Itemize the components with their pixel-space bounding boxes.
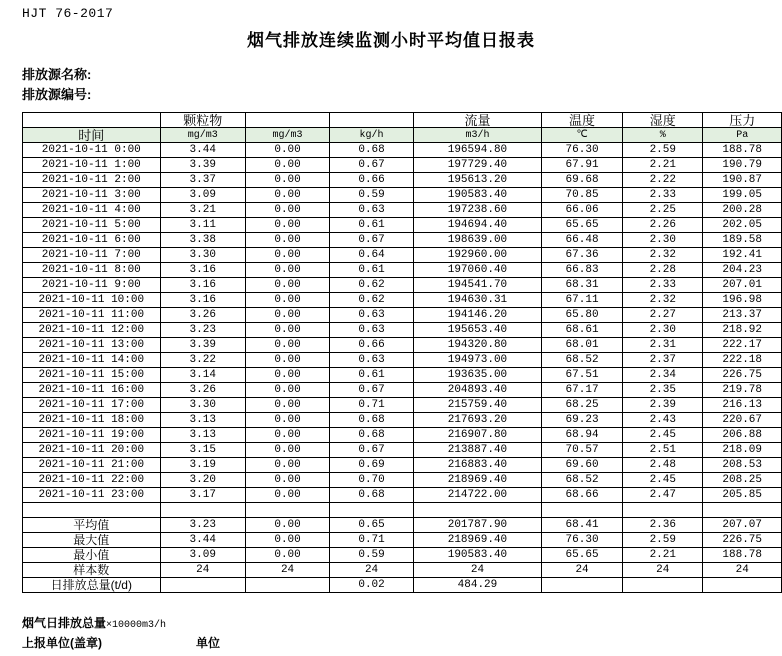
cell-time: 2021-10-11 2:00 — [23, 173, 161, 188]
cell-temperature: 68.25 — [541, 398, 622, 413]
cell-humidity: 2.27 — [623, 308, 703, 323]
cell-temperature: 68.52 — [541, 473, 622, 488]
table-row — [23, 158, 782, 173]
cell-flow: 190583.40 — [413, 188, 541, 203]
unit-cell-flow: m3/h — [413, 128, 541, 143]
cell-particulate: 3.37 — [160, 173, 245, 188]
cell-humidity: 2.59 — [623, 143, 703, 158]
cell-flow: 197060.40 — [413, 263, 541, 278]
cell-flow: 217693.20 — [413, 413, 541, 428]
cell-humidity: 2.35 — [623, 383, 703, 398]
cell-time: 2021-10-11 4:00 — [23, 203, 161, 218]
cell-flow: 194973.00 — [413, 353, 541, 368]
stat-cell-humidity: 2.59 — [623, 533, 703, 548]
cell-flow: 215759.40 — [413, 398, 541, 413]
table-row — [23, 203, 782, 218]
cell-pressure: 190.79 — [703, 158, 782, 173]
stats-row-sample-count — [23, 563, 782, 578]
cell-temperature: 68.61 — [541, 323, 622, 338]
cell-temperature: 69.23 — [541, 413, 622, 428]
cell-col2: 0.00 — [245, 203, 329, 218]
stat-cell-flow: 218969.40 — [413, 533, 541, 548]
cell-humidity: 2.33 — [623, 278, 703, 293]
cell-pressure: 205.85 — [703, 488, 782, 503]
cell-time: 2021-10-11 14:00 — [23, 353, 161, 368]
unit-cell-temperature: ℃ — [541, 128, 622, 143]
cell-time: 2021-10-11 5:00 — [23, 218, 161, 233]
header-cell-flow: 流量 — [413, 113, 541, 128]
cell-pressure: 216.13 — [703, 398, 782, 413]
cell-time: 2021-10-11 3:00 — [23, 188, 161, 203]
cell-humidity: 2.37 — [623, 353, 703, 368]
cell-col3: 0.66 — [330, 173, 414, 188]
cell-col3: 0.68 — [330, 413, 414, 428]
table-spacer-row — [23, 503, 782, 518]
stat-cell-humidity: 2.21 — [623, 548, 703, 563]
cell-humidity: 2.30 — [623, 233, 703, 248]
unit-cell-col3: kg/h — [330, 128, 414, 143]
table-header-row — [23, 113, 782, 128]
cell-temperature: 65.65 — [541, 218, 622, 233]
spacer-cell — [703, 503, 782, 518]
stat-cell-pressure — [703, 578, 782, 593]
cell-particulate: 3.26 — [160, 383, 245, 398]
report-unit-label: 上报单位(盖章) — [22, 636, 102, 650]
stat-cell-temperature: 24 — [541, 563, 622, 578]
cell-particulate: 3.30 — [160, 248, 245, 263]
spacer-cell — [541, 503, 622, 518]
cell-pressure: 220.67 — [703, 413, 782, 428]
cell-time: 2021-10-11 11:00 — [23, 308, 161, 323]
cell-temperature: 69.60 — [541, 458, 622, 473]
cell-col2: 0.00 — [245, 188, 329, 203]
header-cell-particulate: 颗粒物 — [160, 113, 245, 128]
cell-temperature: 68.31 — [541, 278, 622, 293]
table-row — [23, 248, 782, 263]
cell-temperature: 68.66 — [541, 488, 622, 503]
cell-time: 2021-10-11 10:00 — [23, 293, 161, 308]
cell-humidity: 2.32 — [623, 293, 703, 308]
table-row — [23, 428, 782, 443]
cell-pressure: 208.53 — [703, 458, 782, 473]
cell-col3: 0.69 — [330, 458, 414, 473]
cell-particulate: 3.39 — [160, 158, 245, 173]
source-name-label: 排放源名称: — [22, 67, 92, 82]
cell-temperature: 76.30 — [541, 143, 622, 158]
stat-label-minimum: 最小值 — [23, 548, 161, 563]
cell-temperature: 70.57 — [541, 443, 622, 458]
cell-flow: 197729.40 — [413, 158, 541, 173]
stats-row-minimum — [23, 548, 782, 563]
cell-humidity: 2.25 — [623, 203, 703, 218]
table-row — [23, 338, 782, 353]
cell-col2: 0.00 — [245, 398, 329, 413]
cell-humidity: 2.45 — [623, 473, 703, 488]
stat-cell-col2: 24 — [245, 563, 329, 578]
daily-total-footer — [22, 614, 166, 631]
cell-time: 2021-10-11 6:00 — [23, 233, 161, 248]
cell-time: 2021-10-11 0:00 — [23, 143, 161, 158]
cell-flow: 213887.40 — [413, 443, 541, 458]
cell-pressure: 204.23 — [703, 263, 782, 278]
cell-col2: 0.00 — [245, 323, 329, 338]
cell-time: 2021-10-11 23:00 — [23, 488, 161, 503]
cell-particulate: 3.22 — [160, 353, 245, 368]
cell-col3: 0.61 — [330, 263, 414, 278]
cell-col3: 0.62 — [330, 293, 414, 308]
table-unit-row — [23, 128, 782, 143]
cell-col2: 0.00 — [245, 143, 329, 158]
cell-time: 2021-10-11 22:00 — [23, 473, 161, 488]
table-row — [23, 173, 782, 188]
table-row — [23, 353, 782, 368]
cell-temperature: 67.91 — [541, 158, 622, 173]
cell-time: 2021-10-11 12:00 — [23, 323, 161, 338]
table-body — [23, 113, 782, 593]
cell-humidity: 2.22 — [623, 173, 703, 188]
stat-cell-particulate: 3.44 — [160, 533, 245, 548]
cell-col2: 0.00 — [245, 443, 329, 458]
cell-pressure: 199.05 — [703, 188, 782, 203]
cell-temperature: 67.17 — [541, 383, 622, 398]
cell-col2: 0.00 — [245, 488, 329, 503]
cell-particulate: 3.13 — [160, 428, 245, 443]
stat-cell-col2: 0.00 — [245, 548, 329, 563]
cell-col3: 0.70 — [330, 473, 414, 488]
table-row — [23, 308, 782, 323]
cell-flow: 198639.00 — [413, 233, 541, 248]
stat-cell-humidity: 2.36 — [623, 518, 703, 533]
cell-col2: 0.00 — [245, 308, 329, 323]
stat-cell-temperature — [541, 578, 622, 593]
stat-cell-col2 — [245, 578, 329, 593]
spacer-cell — [245, 503, 329, 518]
table-row — [23, 473, 782, 488]
cell-particulate: 3.17 — [160, 488, 245, 503]
stat-cell-particulate — [160, 578, 245, 593]
cell-temperature: 69.68 — [541, 173, 622, 188]
header-cell-temperature: 温度 — [541, 113, 622, 128]
cell-flow: 193635.00 — [413, 368, 541, 383]
unit-cell-col2: mg/m3 — [245, 128, 329, 143]
stat-cell-flow: 24 — [413, 563, 541, 578]
cell-humidity: 2.26 — [623, 218, 703, 233]
cell-col3: 0.61 — [330, 368, 414, 383]
table-row — [23, 458, 782, 473]
cell-temperature: 66.48 — [541, 233, 622, 248]
cell-temperature: 68.94 — [541, 428, 622, 443]
table-row — [23, 233, 782, 248]
unit-cell-particulate: mg/m3 — [160, 128, 245, 143]
cell-pressure: 208.25 — [703, 473, 782, 488]
stats-row-maximum — [23, 533, 782, 548]
stat-label-maximum: 最大值 — [23, 533, 161, 548]
cell-particulate: 3.23 — [160, 323, 245, 338]
cell-col2: 0.00 — [245, 473, 329, 488]
cell-col3: 0.64 — [330, 248, 414, 263]
cell-temperature: 67.11 — [541, 293, 622, 308]
cell-col3: 0.71 — [330, 398, 414, 413]
spacer-cell — [623, 503, 703, 518]
page-title: 烟气排放连续监测小时平均值日报表 — [247, 31, 535, 50]
cell-pressure: 202.05 — [703, 218, 782, 233]
stat-cell-col3: 24 — [330, 563, 414, 578]
cell-humidity: 2.33 — [623, 188, 703, 203]
stats-row-average — [23, 518, 782, 533]
stat-label-sample-count: 样本数 — [23, 563, 161, 578]
cell-temperature: 66.06 — [541, 203, 622, 218]
cell-particulate: 3.44 — [160, 143, 245, 158]
cell-col2: 0.00 — [245, 158, 329, 173]
cell-col3: 0.67 — [330, 383, 414, 398]
cell-flow: 194320.80 — [413, 338, 541, 353]
stat-cell-humidity: 24 — [623, 563, 703, 578]
emission-data-table — [22, 112, 782, 593]
cell-col2: 0.00 — [245, 368, 329, 383]
cell-humidity: 2.51 — [623, 443, 703, 458]
cell-flow: 194630.31 — [413, 293, 541, 308]
cell-particulate: 3.16 — [160, 278, 245, 293]
cell-temperature: 68.01 — [541, 338, 622, 353]
cell-flow: 216907.80 — [413, 428, 541, 443]
table-row — [23, 413, 782, 428]
cell-flow: 195653.40 — [413, 323, 541, 338]
spacer-cell — [160, 503, 245, 518]
cell-pressure: 226.75 — [703, 368, 782, 383]
cell-flow: 216883.40 — [413, 458, 541, 473]
cell-humidity: 2.39 — [623, 398, 703, 413]
cell-col2: 0.00 — [245, 233, 329, 248]
stat-cell-col2: 0.00 — [245, 533, 329, 548]
stat-cell-temperature: 65.65 — [541, 548, 622, 563]
cell-flow: 204893.40 — [413, 383, 541, 398]
header-cell-time — [23, 113, 161, 128]
cell-particulate: 3.19 — [160, 458, 245, 473]
stat-cell-pressure: 226.75 — [703, 533, 782, 548]
table-row — [23, 293, 782, 308]
cell-pressure: 206.88 — [703, 428, 782, 443]
cell-humidity: 2.48 — [623, 458, 703, 473]
stat-label-average: 平均值 — [23, 518, 161, 533]
cell-col3: 0.59 — [330, 188, 414, 203]
cell-pressure: 188.78 — [703, 143, 782, 158]
stat-cell-flow: 201787.90 — [413, 518, 541, 533]
cell-pressure: 218.09 — [703, 443, 782, 458]
stat-cell-particulate: 3.23 — [160, 518, 245, 533]
cell-flow: 194146.20 — [413, 308, 541, 323]
cell-particulate: 3.21 — [160, 203, 245, 218]
cell-col3: 0.68 — [330, 488, 414, 503]
cell-col3: 0.68 — [330, 143, 414, 158]
cell-col3: 0.66 — [330, 338, 414, 353]
cell-pressure: 218.92 — [703, 323, 782, 338]
cell-time: 2021-10-11 9:00 — [23, 278, 161, 293]
table-row — [23, 218, 782, 233]
stat-cell-col2: 0.00 — [245, 518, 329, 533]
cell-humidity: 2.31 — [623, 338, 703, 353]
daily-total-label: 烟气日排放总量 — [22, 616, 107, 630]
cell-particulate: 3.16 — [160, 293, 245, 308]
cell-pressure: 219.78 — [703, 383, 782, 398]
cell-flow: 192960.00 — [413, 248, 541, 263]
cell-pressure: 200.28 — [703, 203, 782, 218]
cell-pressure: 189.58 — [703, 233, 782, 248]
unit-cell-pressure: Pa — [703, 128, 782, 143]
header-cell-blank-1 — [245, 113, 329, 128]
cell-temperature: 70.85 — [541, 188, 622, 203]
stats-row-daily-total — [23, 578, 782, 593]
cell-col2: 0.00 — [245, 458, 329, 473]
cell-time: 2021-10-11 7:00 — [23, 248, 161, 263]
spacer-cell — [330, 503, 414, 518]
table-row — [23, 383, 782, 398]
cell-time: 2021-10-11 8:00 — [23, 263, 161, 278]
cell-col3: 0.63 — [330, 353, 414, 368]
cell-flow: 194541.70 — [413, 278, 541, 293]
cell-particulate: 3.30 — [160, 398, 245, 413]
cell-particulate: 3.38 — [160, 233, 245, 248]
cell-humidity: 2.21 — [623, 158, 703, 173]
cell-pressure: 222.17 — [703, 338, 782, 353]
stat-cell-col3: 0.59 — [330, 548, 414, 563]
cell-particulate: 3.15 — [160, 443, 245, 458]
cell-col3: 0.67 — [330, 443, 414, 458]
header-cell-humidity: 湿度 — [623, 113, 703, 128]
cell-humidity: 2.47 — [623, 488, 703, 503]
cell-humidity: 2.45 — [623, 428, 703, 443]
cell-flow: 196594.80 — [413, 143, 541, 158]
cell-time: 2021-10-11 17:00 — [23, 398, 161, 413]
cell-time: 2021-10-11 21:00 — [23, 458, 161, 473]
cell-col2: 0.00 — [245, 278, 329, 293]
cell-humidity: 2.32 — [623, 248, 703, 263]
cell-temperature: 66.83 — [541, 263, 622, 278]
cell-temperature: 67.36 — [541, 248, 622, 263]
standard-code: HJT 76-2017 — [22, 6, 114, 21]
cell-col2: 0.00 — [245, 248, 329, 263]
cell-col2: 0.00 — [245, 173, 329, 188]
cell-col3: 0.63 — [330, 308, 414, 323]
cell-col2: 0.00 — [245, 218, 329, 233]
cell-col2: 0.00 — [245, 263, 329, 278]
cell-time: 2021-10-11 1:00 — [23, 158, 161, 173]
cell-flow: 195613.20 — [413, 173, 541, 188]
table-row — [23, 488, 782, 503]
cell-flow: 218969.40 — [413, 473, 541, 488]
stat-cell-particulate: 3.09 — [160, 548, 245, 563]
cell-col2: 0.00 — [245, 338, 329, 353]
table-row — [23, 143, 782, 158]
cell-time: 2021-10-11 13:00 — [23, 338, 161, 353]
unit-label: 单位 — [196, 636, 221, 650]
cell-col3: 0.61 — [330, 218, 414, 233]
cell-particulate: 3.14 — [160, 368, 245, 383]
cell-temperature: 65.80 — [541, 308, 622, 323]
table-row — [23, 263, 782, 278]
cell-time: 2021-10-11 16:00 — [23, 383, 161, 398]
cell-pressure: 192.41 — [703, 248, 782, 263]
stat-cell-pressure: 188.78 — [703, 548, 782, 563]
cell-col2: 0.00 — [245, 413, 329, 428]
table-row — [23, 323, 782, 338]
header-cell-pressure: 压力 — [703, 113, 782, 128]
daily-total-unit: ×10000m3/h — [106, 620, 167, 631]
cell-pressure: 207.01 — [703, 278, 782, 293]
cell-flow: 214722.00 — [413, 488, 541, 503]
stat-cell-col3: 0.65 — [330, 518, 414, 533]
cell-time: 2021-10-11 19:00 — [23, 428, 161, 443]
cell-col2: 0.00 — [245, 293, 329, 308]
stat-cell-pressure: 207.07 — [703, 518, 782, 533]
cell-temperature: 68.52 — [541, 353, 622, 368]
cell-col2: 0.00 — [245, 428, 329, 443]
cell-pressure: 213.37 — [703, 308, 782, 323]
table-row — [23, 368, 782, 383]
stat-cell-pressure: 24 — [703, 563, 782, 578]
cell-particulate: 3.09 — [160, 188, 245, 203]
cell-col3: 0.67 — [330, 158, 414, 173]
stat-cell-temperature: 76.30 — [541, 533, 622, 548]
cell-col3: 0.63 — [330, 323, 414, 338]
cell-humidity: 2.28 — [623, 263, 703, 278]
spacer-cell — [23, 503, 161, 518]
cell-pressure: 196.98 — [703, 293, 782, 308]
stat-cell-col3: 0.02 — [330, 578, 414, 593]
cell-humidity: 2.43 — [623, 413, 703, 428]
cell-col3: 0.68 — [330, 428, 414, 443]
cell-flow: 197238.60 — [413, 203, 541, 218]
table-row — [23, 188, 782, 203]
cell-particulate: 3.11 — [160, 218, 245, 233]
stat-cell-flow: 190583.40 — [413, 548, 541, 563]
header-cell-blank-2 — [330, 113, 414, 128]
cell-col3: 0.67 — [330, 233, 414, 248]
cell-time: 2021-10-11 20:00 — [23, 443, 161, 458]
unit-cell-humidity: % — [623, 128, 703, 143]
stat-cell-col3: 0.71 — [330, 533, 414, 548]
cell-pressure: 222.18 — [703, 353, 782, 368]
table-row — [23, 443, 782, 458]
cell-time: 2021-10-11 15:00 — [23, 368, 161, 383]
cell-col3: 0.62 — [330, 278, 414, 293]
table-row — [23, 278, 782, 293]
stat-cell-flow: 484.29 — [413, 578, 541, 593]
stat-cell-particulate: 24 — [160, 563, 245, 578]
spacer-cell — [413, 503, 541, 518]
cell-col2: 0.00 — [245, 353, 329, 368]
cell-temperature: 67.51 — [541, 368, 622, 383]
source-code-label: 排放源编号: — [22, 87, 92, 102]
stat-label-daily-total: 日排放总量(t/d) — [23, 578, 161, 593]
cell-pressure: 190.87 — [703, 173, 782, 188]
cell-humidity: 2.30 — [623, 323, 703, 338]
cell-col2: 0.00 — [245, 383, 329, 398]
cell-humidity: 2.34 — [623, 368, 703, 383]
cell-particulate: 3.13 — [160, 413, 245, 428]
cell-particulate: 3.16 — [160, 263, 245, 278]
cell-particulate: 3.26 — [160, 308, 245, 323]
table-row — [23, 398, 782, 413]
cell-col3: 0.63 — [330, 203, 414, 218]
unit-cell-time: 时间 — [23, 128, 161, 143]
cell-particulate: 3.39 — [160, 338, 245, 353]
cell-particulate: 3.20 — [160, 473, 245, 488]
stat-cell-temperature: 68.41 — [541, 518, 622, 533]
cell-flow: 194694.40 — [413, 218, 541, 233]
cell-time: 2021-10-11 18:00 — [23, 413, 161, 428]
stat-cell-humidity — [623, 578, 703, 593]
